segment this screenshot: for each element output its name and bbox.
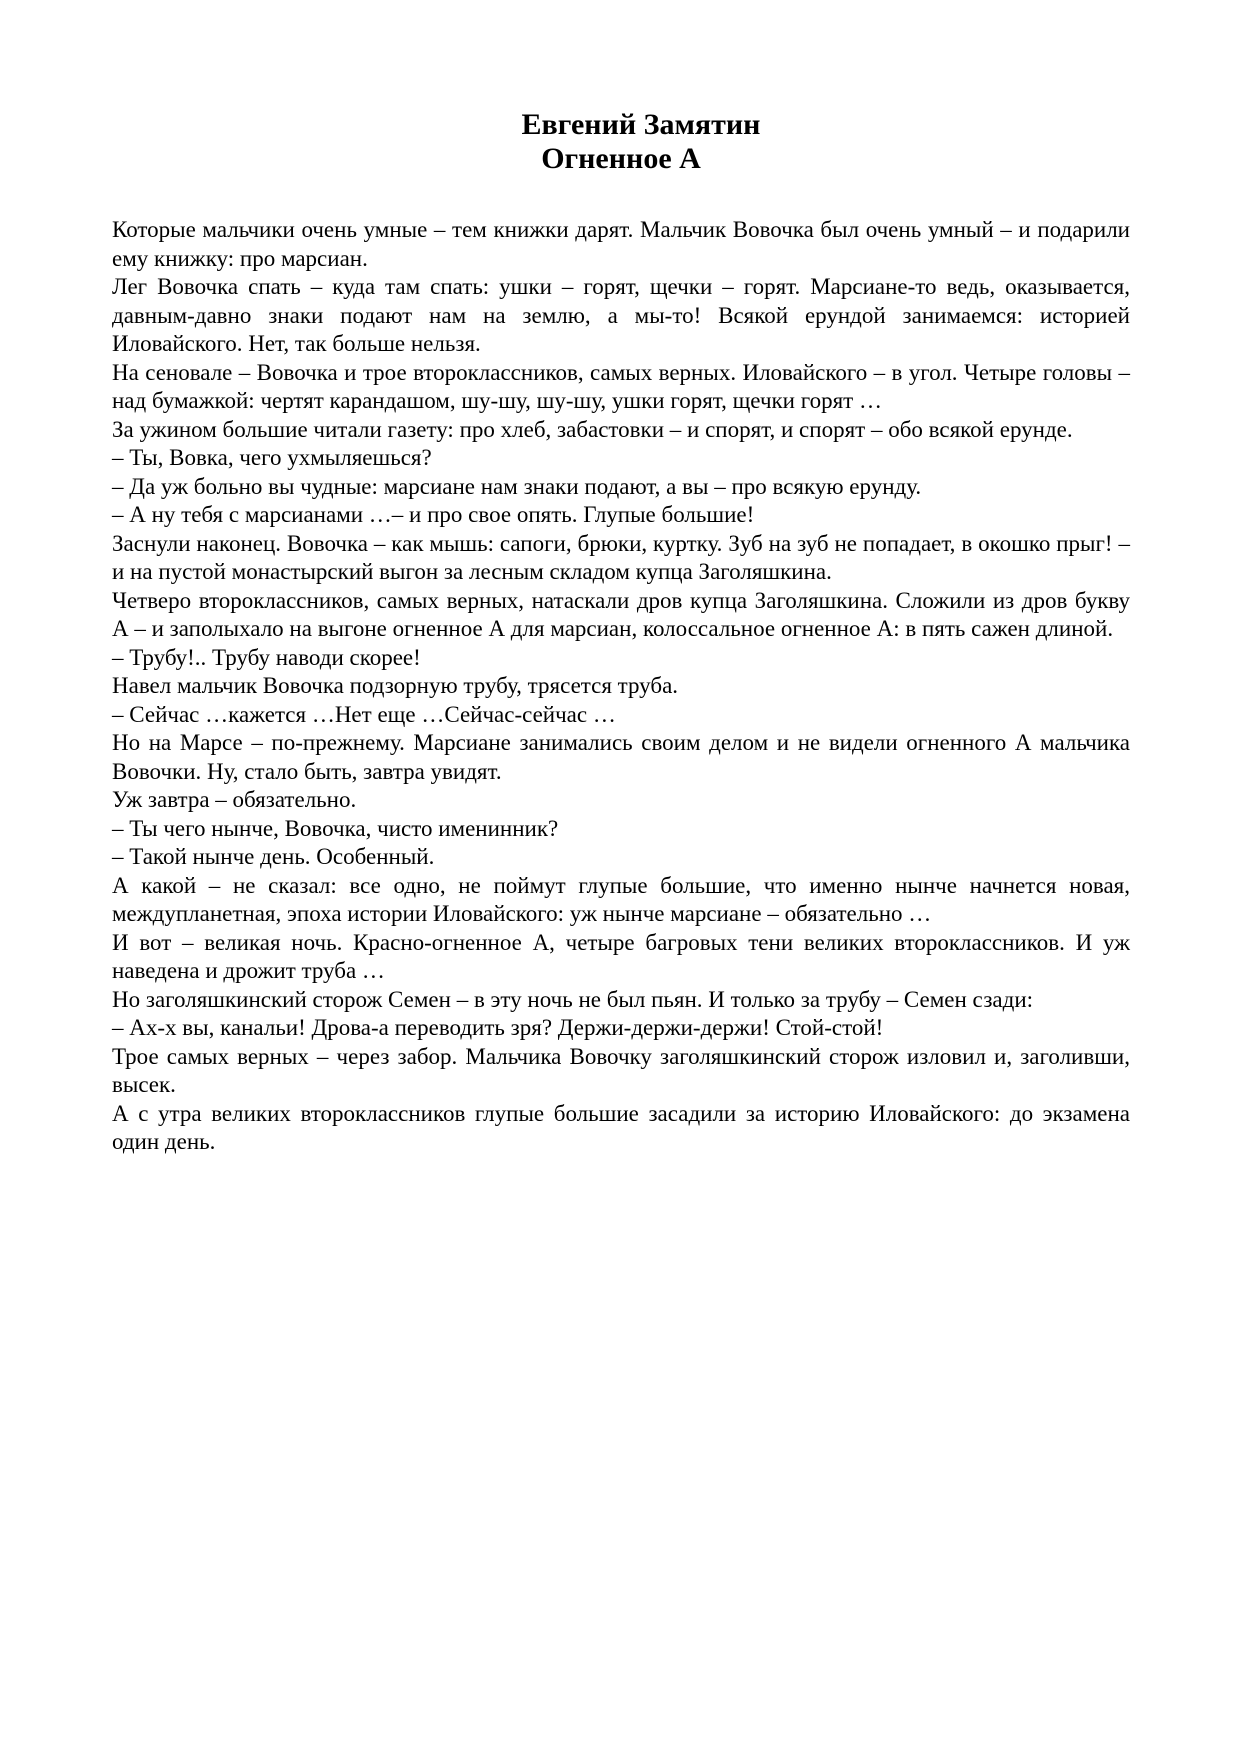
paragraph: На сеновале – Вовочка и трое второклассников, самых верных. Иловайского – в угол. Четыре головы – над бумажкой: чертят карандашом, шу-шу, шу-шу, ушки горят, щечки горят … (112, 359, 1130, 413)
paragraph: Уж завтра – обязательно. (112, 787, 357, 812)
dialogue-line: – А ну тебя с марсианами …– и про свое опять. Глупые большие! (112, 502, 755, 527)
dialogue-line: – Ты чего нынче, Вовочка, чисто именинник? (112, 815, 559, 841)
story-title: Огненное А (541, 142, 701, 175)
dialogue-line: – Сейчас …кажется …Нет еще …Сейчас-сейчас … (112, 701, 616, 727)
dialogue-line: – Ах-х вы, канальи! Дрова-а переводить зря? Держи-держи-держи! Стой-стой! (112, 1015, 884, 1040)
paragraph: Лег Вовочка спать – куда там спать: ушки – горят, щечки – горят. Марсиане-то ведь, оказывается, давным-давно знаки подают нам на землю, а мы-то! Всякой ерундой занимаемся: историей Иловайского. Нет, так больше нельзя. (112, 274, 1130, 356)
paragraph: А какой – не сказал: все одно, не поймут глупые большие, что именно нынче начнется новая, междупланетная, эпоха истории Иловайского: уж нынче марсиане – обязательно … (112, 872, 1130, 926)
paragraph: Навел мальчик Вовочка подзорную трубу, трясется труба. (112, 673, 679, 698)
paragraph: Но заголяшкинский сторож Семен – в эту ночь не был пьян. И только за трубу – Семен сзади: (112, 986, 1034, 1012)
dialogue-line: – Да уж больно вы чудные: марсиане нам знаки подают, а вы – про всякую ерунду. (112, 473, 922, 499)
paragraph: Заснули наконец. Вовочка – как мышь: сапоги, брюки, куртку. Зуб на зуб не попадает, в окошко прыг! – и на пустой монастырский выгон за лесным складом купца Заголяшкина. (112, 530, 1130, 584)
dialogue-line: – Такой нынче день. Особенный. (112, 844, 435, 869)
paragraph: Но на Марсе – по-прежнему. Марсиане занимались своим делом и не видели огненного А мальчика Вовочки. Ну, стало быть, завтра увидят. (112, 730, 1130, 784)
paragraph: Которые мальчики очень умные – тем книжки дарят. Мальчик Вовочка был очень умный – и подарили ему книжку: про марсиан. (112, 217, 1130, 271)
paragraph: Трое самых верных – через забор. Мальчика Вовочку заголяшкинский сторож изловил и, заголивши, высек. (112, 1043, 1130, 1097)
dialogue-line: – Ты, Вовка, чего ухмыляешься? (112, 445, 432, 470)
paragraph: За ужином большие читали газету: про хлеб, забастовки – и спорят, и спорят – обо всякой ерунде. (112, 416, 1073, 442)
story-body (112, 216, 1130, 1157)
dialogue-line: – Трубу!.. Трубу наводи скорее! (112, 644, 421, 670)
paragraph: Четверо второклассников, самых верных, натаскали дров купца Заголяшкина. Сложили из дров букву А – и заполыхало на выгоне огненное А для марсиан, колоссальное огненное А: в пять сажен длиной. (112, 587, 1130, 641)
paragraph: И вот – великая ночь. Красно-огненное А, четыре багровых тени великих второклассников. И уж наведена и дрожит труба … (112, 929, 1130, 983)
author-name: Евгений Замятин (521, 108, 761, 141)
paragraph: А с утра великих второклассников глупые большие засадили за историю Иловайского: до экзамена один день. (112, 1100, 1130, 1154)
title-block (0, 108, 1242, 176)
